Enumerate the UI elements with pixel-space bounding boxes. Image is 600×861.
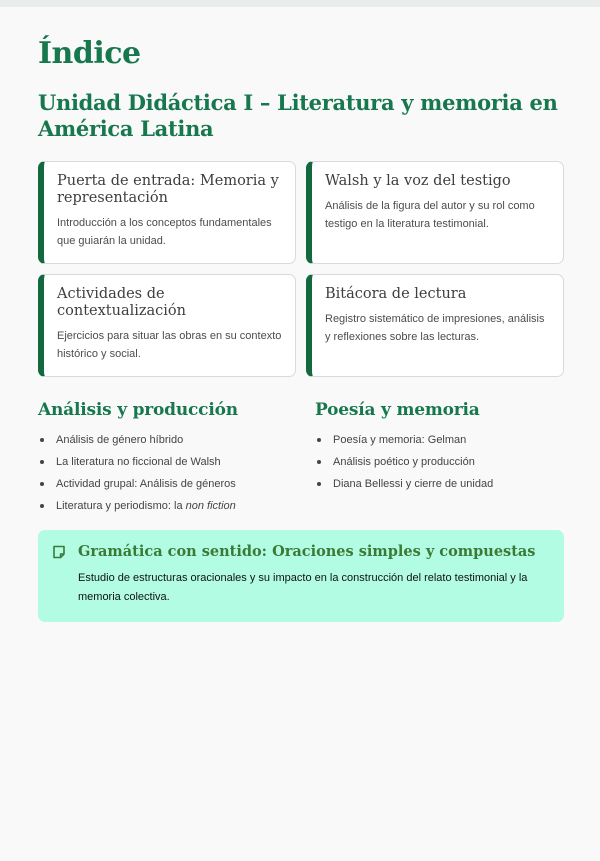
card-description: Introducción a los conceptos fundamentales que guiarán la unidad. — [57, 217, 272, 247]
card-bitacora-lectura[interactable] — [306, 274, 564, 377]
list-item-text: Literatura y periodismo: la — [56, 500, 186, 512]
top-bar — [0, 0, 600, 7]
unit-title: Unidad Didáctica I – Literatura y memoria en América Latina — [38, 90, 558, 141]
card-title: Bitácora de lectura — [325, 286, 467, 302]
list-item-italic: non fiction — [185, 500, 236, 512]
list-item[interactable]: La literatura no ficcional de Walsh — [38, 454, 298, 476]
card-title: Walsh y la voz del testigo — [325, 173, 511, 189]
card-description: Ejercicios para situar las obras en su contexto histórico y social. — [57, 330, 282, 360]
page-title: Índice — [38, 36, 141, 71]
list-item[interactable]: Actividad grupal: Análisis de géneros — [38, 476, 298, 498]
poetry-list — [315, 432, 565, 498]
callout-text: Estudio de estructuras oracionales y su impacto en la construcción del relato testimonial y la memoria colectiva. — [78, 572, 528, 603]
note-icon — [52, 545, 66, 559]
analysis-heading: Análisis y producción — [38, 400, 238, 420]
list-item[interactable]: Análisis de género híbrido — [38, 432, 298, 454]
card-description: Registro sistemático de impresiones, análisis y reflexiones sobre las lecturas. — [325, 313, 545, 343]
card-description: Análisis de la figura del autor y su rol como testigo en la literatura testimonial. — [325, 200, 535, 230]
list-item[interactable]: Poesía y memoria: Gelman — [315, 432, 565, 454]
list-item[interactable] — [38, 498, 298, 520]
card-walsh-testigo[interactable] — [306, 161, 564, 264]
list-item[interactable]: Diana Bellessi y cierre de unidad — [315, 476, 565, 498]
list-item[interactable]: Análisis poético y producción — [315, 454, 565, 476]
card-title: Actividades de contextualización — [57, 286, 186, 319]
card-puerta-de-entrada[interactable] — [38, 161, 296, 264]
poetry-heading: Poesía y memoria — [315, 400, 480, 420]
callout-title: Gramática con sentido: Oraciones simples y compuestas — [78, 543, 536, 560]
grammar-callout[interactable] — [38, 530, 564, 622]
analysis-list — [38, 432, 298, 520]
card-title: Puerta de entrada: Memoria y representación — [57, 173, 279, 206]
card-actividades-contextualizacion[interactable] — [38, 274, 296, 377]
